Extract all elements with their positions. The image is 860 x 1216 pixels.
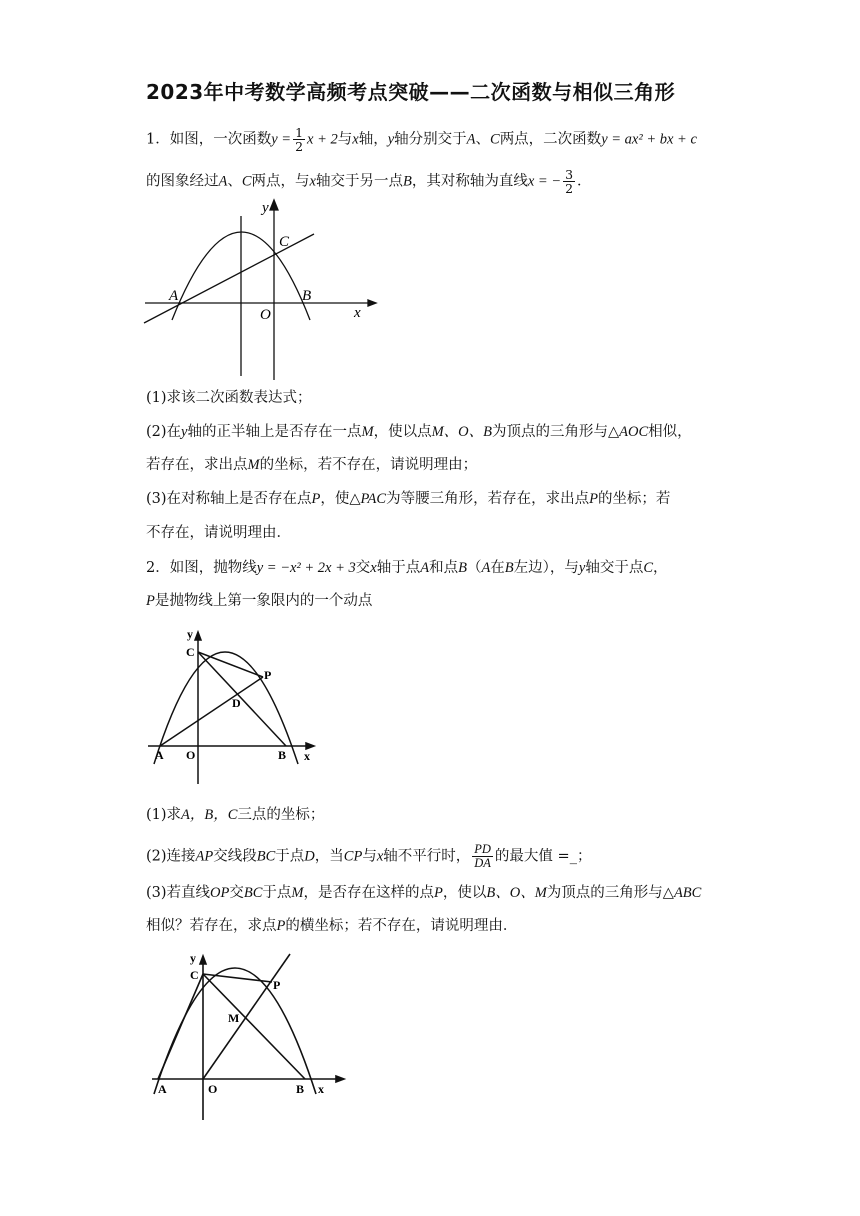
q1-text: 相似，: [648, 424, 692, 440]
line-OP: [203, 954, 290, 1079]
label-O: O: [186, 748, 196, 762]
q1-text: 轴，: [358, 131, 388, 148]
q2-segment: BC: [243, 885, 263, 901]
q2-part-3: [146, 883, 701, 903]
q2-part-1: [146, 805, 324, 825]
q2-segment: OP: [210, 885, 230, 901]
q2-line-1: [146, 558, 668, 578]
q1-part-3-line-2: 不存在，请说明理由．: [146, 525, 291, 541]
fraction-numerator: PD: [474, 842, 491, 856]
q2-figure-1: [140, 622, 330, 792]
q2-parabola-eq: y = −x² + 2x + 3: [256, 560, 356, 576]
q2-text: 轴不平行时，: [383, 848, 471, 865]
q2-text: ，: [653, 560, 668, 576]
label-y: y: [190, 951, 196, 965]
q1-var: C: [490, 131, 500, 148]
q1-text: ，使以点: [373, 424, 432, 440]
parabola: [154, 652, 298, 764]
q1-text: 轴的正半轴上是否存在一点: [187, 424, 362, 440]
q1-text: ，其对称轴为直线: [411, 173, 528, 190]
q2-text: 交: [355, 560, 371, 576]
q2-text: ；: [576, 848, 592, 865]
q2-text: 于点: [262, 885, 292, 901]
q1-var: A: [218, 173, 228, 190]
q2-text: 轴于点: [376, 560, 421, 576]
q2-text: 为顶点的三角形与: [546, 885, 663, 901]
q2-number: 2．: [146, 560, 170, 576]
q1-triangle: △PAC: [349, 491, 387, 507]
fraction-numerator: 3: [565, 167, 574, 182]
y-axis-arrow: [270, 200, 278, 210]
q2-var: M: [291, 885, 304, 901]
q2-text: ，当: [314, 848, 344, 865]
label-O: O: [260, 307, 271, 323]
q2-var: A: [420, 560, 430, 576]
q2-text: (2)连接: [146, 848, 196, 865]
label-O: O: [208, 1082, 218, 1096]
q1-var: M: [247, 457, 260, 473]
y-axis-arrow: [195, 632, 201, 640]
q1-text: (2)在: [146, 424, 182, 440]
q2-text: （: [466, 560, 482, 576]
q1-axis-eq: x = −: [527, 173, 562, 190]
label-y: y: [262, 200, 269, 216]
q1-text: ．: [577, 173, 592, 190]
q2-var: x: [370, 560, 377, 576]
q2-ratio-fraction: [472, 843, 493, 870]
q1-var: x: [309, 173, 316, 190]
q2-segment: AP: [195, 848, 214, 865]
q2-var: B: [458, 560, 467, 576]
q1-part-2-line-2: [146, 455, 477, 475]
q2-text: ，使以: [442, 885, 487, 901]
label-C: C: [190, 968, 199, 982]
q1-linear-eq-lhs: y =: [271, 131, 292, 148]
segment-CP: [198, 652, 263, 677]
q1-var: B: [402, 173, 412, 190]
q1-var: P: [589, 491, 598, 507]
x-axis-arrow: [336, 1076, 344, 1082]
y-axis-arrow: [200, 956, 206, 964]
label-C: C: [279, 234, 290, 250]
q1-axis-fraction: [563, 168, 575, 195]
label-M: M: [228, 1011, 240, 1025]
q1-text: ，使: [320, 491, 350, 507]
segment-AP: [160, 677, 263, 746]
label-P: P: [273, 978, 281, 992]
page-title: 2023年中考数学高频考点突破——二次函数与相似三角形: [146, 80, 676, 104]
q1-points: M、O、B: [431, 424, 492, 440]
q2-text: 如图，抛物线: [169, 560, 257, 576]
q1-var: y: [387, 131, 395, 148]
answer-blank: _: [569, 848, 577, 865]
q1-text: 为等腰三角形，若存在，求出点: [386, 491, 590, 507]
q2-text: (1)求: [146, 807, 182, 823]
q1-text: 如图，一次函数: [169, 131, 272, 148]
q1-var: A: [466, 131, 476, 148]
q1-text: 的坐标，若不存在，请说明理由；: [259, 457, 478, 473]
label-A: A: [158, 1082, 167, 1096]
fraction-denominator: 2: [295, 139, 304, 154]
label-A: A: [169, 288, 179, 304]
fraction-denominator: DA: [474, 856, 491, 870]
q1-triangle: △AOC: [608, 424, 649, 440]
q1-linear-eq-fraction: [293, 126, 305, 153]
label-B: B: [302, 288, 312, 304]
q1-text: 两点，与: [251, 173, 310, 190]
q1-text: (3)在对称轴上是否存在点: [146, 491, 312, 507]
q1-text: 两点，二次函数: [499, 131, 602, 148]
q2-text: 轴交于点: [585, 560, 644, 576]
q2-text: 在: [490, 560, 505, 576]
q2-var: B: [504, 560, 514, 576]
q2-text: 三点的坐标；: [237, 807, 325, 823]
q1-text: 、: [227, 173, 242, 190]
q2-text: 相似？若存在，求点: [146, 918, 277, 934]
q2-text: 的横坐标；若不存在，请说明理由．: [285, 918, 518, 934]
q1-part-1: (1)求该二次函数表达式；: [146, 390, 312, 406]
q2-triangle: △ABC: [662, 885, 702, 901]
q1-part-2: [146, 422, 692, 442]
q1-var: y: [181, 424, 188, 440]
q2-segment: CP: [343, 848, 363, 865]
q2-part-2: [146, 843, 591, 870]
q2-var: P: [434, 885, 443, 901]
q2-var: C: [643, 560, 654, 576]
q1-quadratic-eq: y = ax² + bx + c: [601, 131, 697, 148]
q2-var: x: [376, 848, 384, 865]
label-P: P: [264, 668, 272, 682]
label-C: C: [186, 645, 195, 659]
q1-var: C: [241, 173, 252, 190]
q1-text: 的坐标；若: [597, 491, 671, 507]
q1-var: x: [352, 131, 359, 148]
label-x: x: [318, 1082, 324, 1096]
q2-segment: BC: [256, 848, 276, 865]
q2-text: 交线段: [213, 848, 257, 865]
q2-text: 于点: [275, 848, 305, 865]
q1-text: 、: [475, 131, 491, 148]
q2-text: 与: [362, 848, 377, 865]
q1-text: 的图象经过: [146, 173, 219, 190]
segment-AC: [158, 974, 203, 1079]
q2-text: 和点: [429, 560, 459, 576]
q1-number: 1．: [146, 131, 170, 148]
q2-points: A，B，C: [181, 807, 238, 823]
fraction-numerator: 1: [295, 125, 304, 140]
q2-text: 交: [229, 885, 244, 901]
q1-text: 轴交于另一点: [315, 173, 403, 190]
q2-figure-2: [140, 942, 360, 1122]
q2-part-3-line-2: [146, 916, 517, 936]
q1-text: 轴分别交于: [394, 131, 467, 148]
label-x: x: [354, 305, 361, 321]
label-x: x: [304, 749, 310, 763]
q2-var: y: [578, 560, 586, 576]
q2-text: 的最大值 =: [494, 848, 570, 865]
q1-text: 与: [337, 131, 353, 148]
label-y: y: [187, 627, 193, 641]
q2-var: A: [481, 560, 491, 576]
x-axis-arrow: [368, 300, 376, 306]
q2-text: ，是否存在这样的点: [303, 885, 435, 901]
q2-var: D: [304, 848, 315, 865]
label-A: A: [155, 748, 164, 762]
q1-text: 为顶点的三角形与: [492, 424, 608, 440]
q1-var: M: [361, 424, 374, 440]
q1-text: 若存在，求出点: [146, 457, 248, 473]
q2-text: (3)若直线: [146, 885, 211, 901]
label-D: D: [232, 696, 241, 710]
fraction-denominator: 2: [565, 181, 574, 196]
q1-linear-eq-rhs: x + 2: [307, 131, 338, 148]
q1-line-1: [146, 126, 697, 153]
q2-text: 是抛物线上第一象限内的一个动点: [154, 593, 373, 609]
q2-line-2: [146, 591, 372, 611]
q2-points: B、O、M: [486, 885, 547, 901]
q1-part-3: [146, 489, 670, 509]
q1-figure: [140, 196, 380, 380]
label-B: B: [278, 748, 287, 762]
q1-line-2: [146, 168, 592, 195]
q2-text: 左边），与: [513, 560, 579, 576]
label-B: B: [296, 1082, 305, 1096]
q2-var: P: [146, 593, 155, 609]
q1-var: P: [311, 491, 321, 507]
q2-var: P: [276, 918, 286, 934]
